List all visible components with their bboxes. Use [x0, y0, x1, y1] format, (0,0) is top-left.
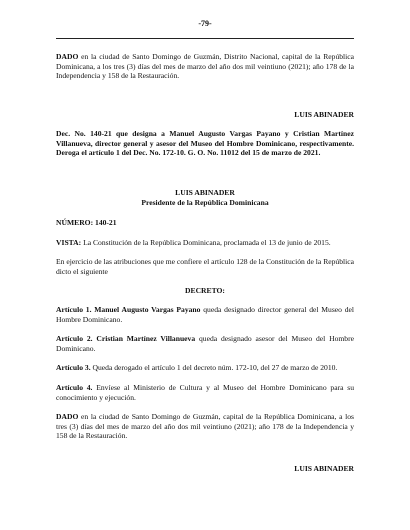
article-lead: Artículo 3. [56, 363, 91, 372]
article-1 [56, 305, 354, 324]
decree-summary: Dec. No. 140-21 que designa a Manuel Augusto Vargas Payano y Cristian Martínez Villanueva, director general y asesor del Museo del Hombre Dominicano, respectivamente. Deroga el artículo 1 del Dec. No. 172-10. G. O. No. 11012 del 15 de marzo de 2021. [56, 129, 354, 158]
article-lead: Artículo 2. Cristian Martínez Villanueva [56, 334, 196, 343]
article-text: Queda derogado el artículo 1 del decreto núm. 172-10, del 27 de marzo de 2010. [90, 363, 338, 372]
dado-paragraph-2 [56, 412, 354, 441]
article-3 [56, 363, 354, 373]
signature-2: LUIS ABINADER [294, 464, 354, 473]
dado-lead: DADO [56, 412, 79, 421]
heading-title: Presidente de la República Dominicana [141, 198, 269, 207]
vista-paragraph [56, 238, 354, 248]
exercise-paragraph: En ejercicio de las atribuciones que me confiere el artículo 128 de la Constitución de la República dicto el siguiente [56, 257, 354, 276]
page-number: -79- [198, 19, 212, 28]
signature-1: LUIS ABINADER [294, 110, 354, 119]
article-lead: Artículo 1. Manuel Augusto Vargas Payano [56, 305, 201, 314]
article-text: queda designado director general del Museo del Hombre Dominicano. [56, 305, 354, 324]
article-text: Envíese al Ministerio de Cultura y al Museo del Hombre Dominicano para su conocimiento y ejecución. [56, 383, 355, 402]
dado-text: en la ciudad de Santo Domingo de Guzmán, Distrito Nacional, capital de la República Dominicana, a los tres (3) días del mes de marzo del año dos mil veintiuno (2021); año 178 de la Independencia y 158 de la Restauración. [56, 52, 354, 81]
article-lead: Artículo 4. [56, 383, 93, 392]
article-2 [56, 334, 354, 353]
vista-lead: VISTA: [56, 238, 82, 247]
decree-number: NÚMERO: 140-21 [56, 218, 117, 227]
article-4 [56, 383, 354, 402]
vista-text: La Constitución de la República Dominicana, proclamada el 13 de junio de 2015. [81, 238, 331, 247]
header-rule [56, 38, 354, 39]
heading-name: LUIS ABINADER [175, 188, 235, 197]
dado-text: en la ciudad de Santo Domingo de Guzmán, capital de la República Dominicana, a los tres (3) días del mes de marzo del año dos mil veintiuno (2021); año 178 de la Independencia y 158 de la Restauración. [56, 412, 354, 441]
article-text: queda designado asesor del Museo del Hombre Dominicano. [56, 334, 354, 353]
decreto-heading: DECRETO: [185, 286, 225, 295]
dado-paragraph-1 [56, 52, 354, 81]
dado-lead: DADO [56, 52, 79, 61]
